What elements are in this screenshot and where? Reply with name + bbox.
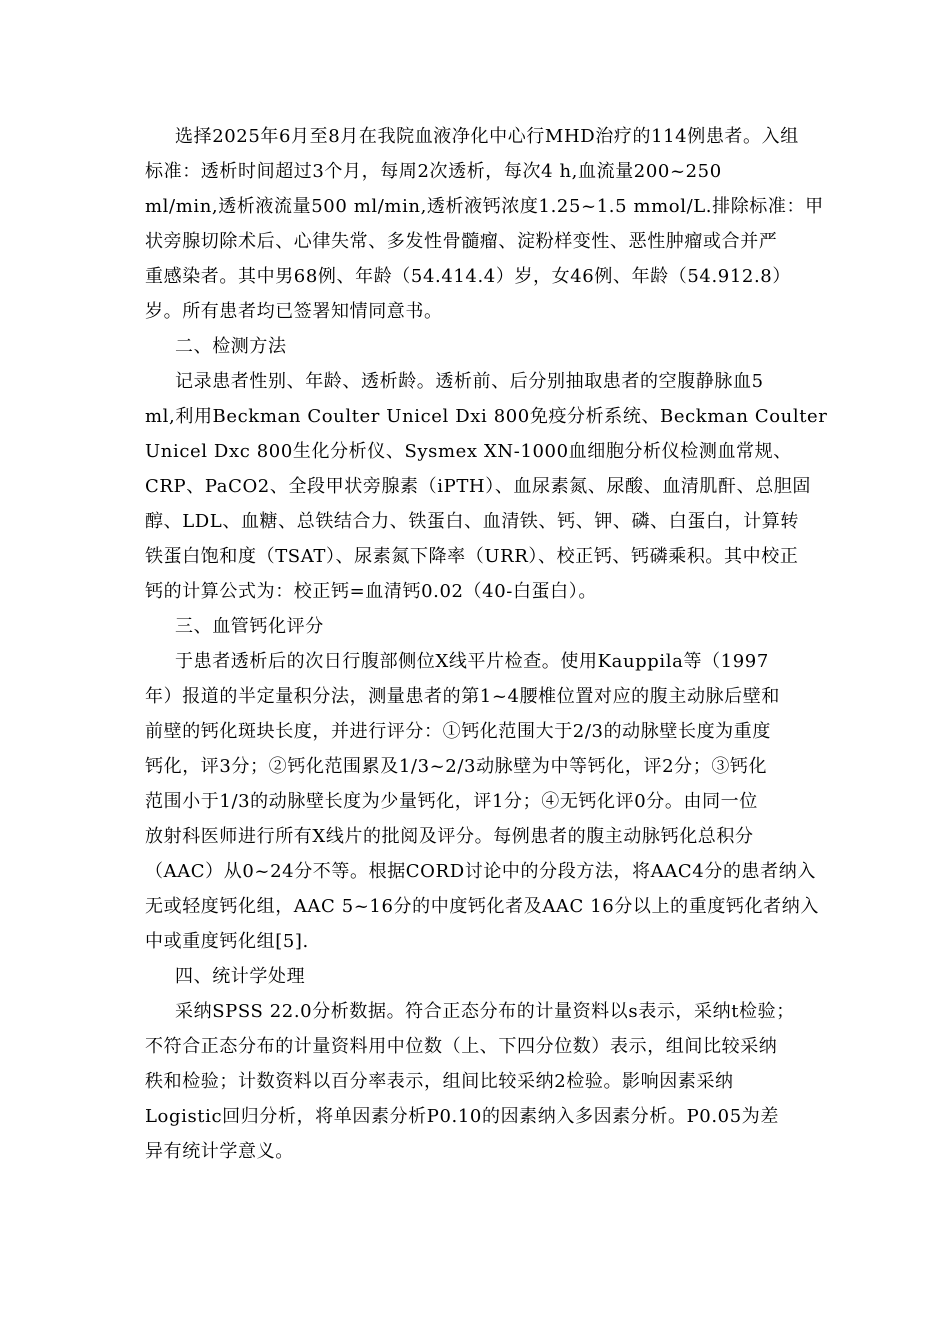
text-line: 标准：透析时间超过3个月，每周2次透析，每次4 h,血流量200~250 (145, 161, 722, 182)
text-line: 状旁腺切除术后、心律失常、多发性骨髓瘤、淀粉样变性、恶性肿瘤或合并严 (145, 231, 778, 252)
section-heading-statistics: 四、统计学处理 (175, 966, 306, 987)
paragraph-subjects (145, 119, 824, 329)
text-line: 钙化，评3分；②钙化范围累及1/3~2/3动脉壁为中等钙化，评2分；③钙化 (145, 756, 768, 777)
text-line: 钙的计算公式为：校正钙=血清钙0.02（40-白蛋白）。 (145, 581, 597, 602)
text-line: 岁。所有患者均已签署知情同意书。 (145, 301, 443, 322)
text-line: 秩和检验；计数资料以百分率表示，组间比较采纳2检验。影响因素采纳 (145, 1071, 734, 1092)
text-line: 记录患者性别、年龄、透析龄。透析前、后分别抽取患者的空腹静脉血5 (175, 371, 764, 392)
text-line: 前壁的钙化斑块长度，并进行评分：①钙化范围大于2/3的动脉壁长度为重度 (145, 721, 771, 742)
paragraph-statistics (145, 994, 815, 1169)
text-line: （AAC）从0~24分不等。根据CORD讨论中的分段方法，将AAC4分的患者纳入 (145, 861, 816, 882)
text-line: Logistic回归分析，将单因素分析P0.10的因素纳入多因素分析。P0.05为差 (145, 1106, 779, 1127)
text-line: Unicel Dxc 800生化分析仪、Sysmex XN-1000血细胞分析仪检测血常规、 (145, 441, 792, 462)
text-line: 不符合正态分布的计量资料用中位数（上、下四分位数）表示，组间比较采纳 (145, 1036, 778, 1057)
text-line: 重感染者。其中男68例、年龄（54.414.4）岁，女46例、年龄（54.912.8） (145, 266, 791, 287)
text-line: 醇、LDL、血糖、总铁结合力、铁蛋白、血清铁、钙、钾、磷、白蛋白，计算转 (145, 511, 799, 532)
text-line: 范围小于1/3的动脉壁长度为少量钙化，评1分；④无钙化评0分。由同一位 (145, 791, 758, 812)
paragraph-detection-methods (145, 364, 828, 609)
text-line: 年）报道的半定量积分法，测量患者的第1~4腰椎位置对应的腹主动脉后壁和 (145, 686, 780, 707)
text-line: 异有统计学意义。 (145, 1141, 294, 1162)
text-line: 无或轻度钙化组，AAC 5~16分的中度钙化者及AAC 16分以上的重度钙化者纳入 (145, 896, 819, 917)
paragraph-vascular-calcification (145, 644, 819, 959)
text-line: 选择2025年6月至8月在我院血液净化中心行MHD治疗的114例患者。入组 (175, 126, 799, 147)
section-heading-vascular-calcification: 三、血管钙化评分 (175, 616, 324, 637)
text-line: 采纳SPSS 22.0分析数据。符合正态分布的计量资料以s表示，采纳t检验； (175, 1001, 795, 1022)
text-line: ml/min,透析液流量500 ml/min,透析液钙浓度1.25~1.5 mmol/L.排除标准：甲 (145, 196, 824, 217)
text-line: 于患者透析后的次日行腹部侧位X线平片检查。使用Kauppila等（1997 (175, 651, 769, 672)
text-line: CRP、PaCO2、全段甲状旁腺素（iPTH）、血尿素氮、尿酸、血清肌酐、总胆固 (145, 476, 812, 497)
text-line: ml,利用Beckman Coulter Unicel Dxi 800免疫分析系统、Beckman Coulter (145, 406, 828, 427)
text-line: 放射科医师进行所有X线片的批阅及评分。每例患者的腹主动脉钙化总积分 (145, 826, 754, 847)
text-line: 铁蛋白饱和度（TSAT）、尿素氮下降率（URR）、校正钙、钙磷乘积。其中校正 (145, 546, 799, 567)
document-body (145, 119, 828, 1169)
text-line: 中或重度钙化组[5]. (145, 931, 309, 952)
section-heading-detection-methods: 二、检测方法 (175, 336, 287, 357)
